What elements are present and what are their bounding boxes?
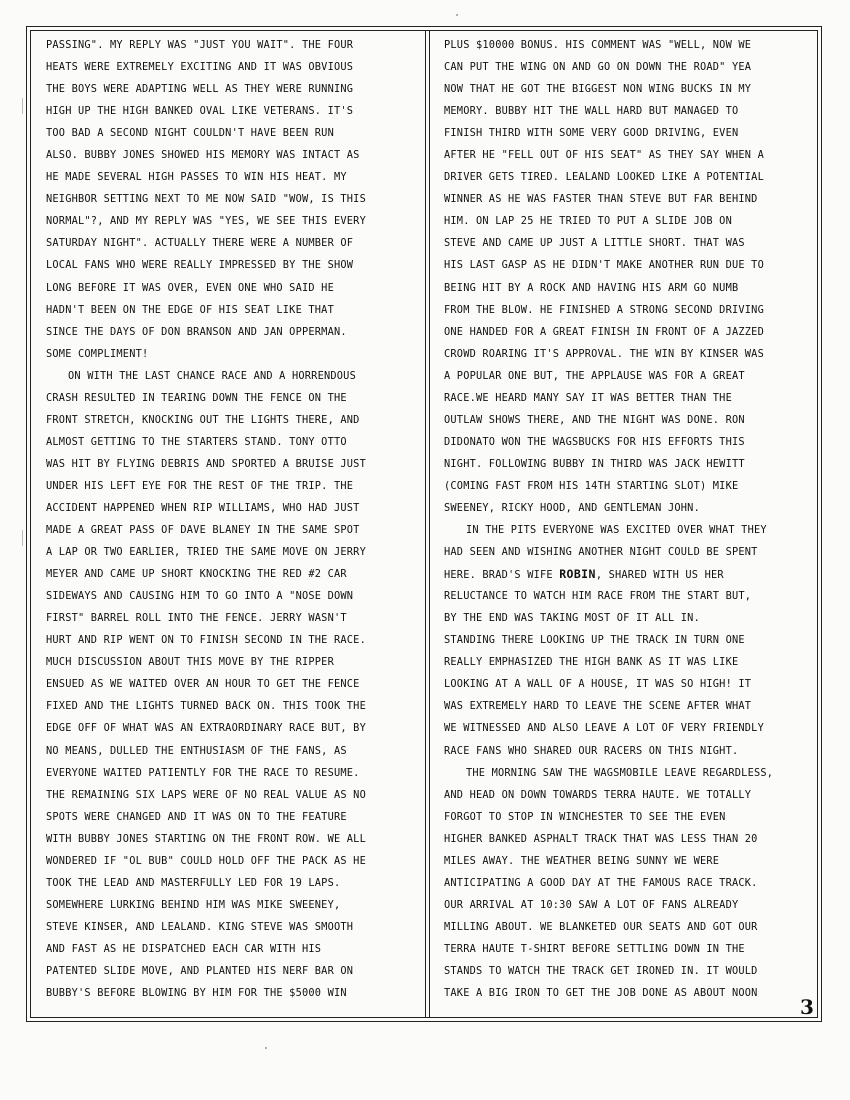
text-line: HE MADE SEVERAL HIGH PASSES TO WIN HIS HEAT. MY: [46, 171, 347, 184]
text-line: FIXED AND THE LIGHTS TURNED BACK ON. THIS TOOK THE: [46, 700, 366, 713]
text-line: NO MEANS, DULLED THE ENTHUSIASM OF THE FANS, AS: [46, 744, 347, 757]
text-line: STANDING THERE LOOKING UP THE TRACK IN TURN ONE: [444, 634, 745, 647]
text-line: ACCIDENT HAPPENED WHEN RIP WILLIAMS, WHO HAD JUST: [46, 501, 360, 514]
text-line: ANTICIPATING A GOOD DAY AT THE FAMOUS RACE TRACK.: [444, 876, 758, 889]
text-line: HIGH UP THE HIGH BANKED OVAL LIKE VETERANS. IT'S: [46, 105, 354, 118]
text-line: HIS LAST GASP AS HE DIDN'T MAKE ANOTHER RUN DUE TO: [444, 259, 764, 272]
text-line: MUCH DISCUSSION ABOUT THIS MOVE BY THE RIPPER: [46, 656, 334, 669]
text-line: ALSO. BUBBY JONES SHOWED HIS MEMORY WAS INTACT AS: [46, 149, 360, 162]
text-line: ALMOST GETTING TO THE STARTERS STAND. TONY OTTO: [46, 435, 347, 448]
text-line: LONG BEFORE IT WAS OVER, EVEN ONE WHO SAID HE: [46, 281, 334, 294]
text-line: HURT AND RIP WENT ON TO FINISH SECOND IN THE RACE.: [46, 634, 366, 647]
text-line: HEATS WERE EXTREMELY EXCITING AND IT WAS OBVIOUS: [46, 61, 354, 74]
text-line: ENSUED AS WE WAITED OVER AN HOUR TO GET THE FENCE: [46, 678, 360, 691]
text-line: ONE HANDED FOR A GREAT FINISH IN FRONT OF A JAZZED: [444, 325, 764, 338]
text-line: NOW THAT HE GOT THE BIGGEST NON WING BUCKS IN MY: [444, 83, 752, 96]
text-line: DRIVER GETS TIRED. LEALAND LOOKED LIKE A POTENTIAL: [444, 171, 764, 184]
text-line: NORMAL"?, AND MY REPLY WAS "YES, WE SEE THIS EVERY: [46, 215, 366, 228]
text-line: TAKE A BIG IRON TO GET THE JOB DONE AS ABOUT NOON: [444, 987, 758, 1000]
text-line: STANDS TO WATCH THE TRACK GET IRONED IN. IT WOULD: [444, 964, 758, 977]
text-line: FROM THE BLOW. HE FINISHED A STRONG SECOND DRIVING: [444, 303, 764, 316]
text-line: LOOKING AT A WALL OF A HOUSE, IT WAS SO HIGH! IT: [444, 678, 752, 691]
text-line: WAS HIT BY FLYING DEBRIS AND SPORTED A BRUISE JUST: [46, 457, 366, 470]
text-line: CRASH RESULTED IN TEARING DOWN THE FENCE ON THE: [46, 391, 347, 404]
text-line: FRONT STRETCH, KNOCKING OUT THE LIGHTS THERE, AND: [46, 413, 360, 426]
text-line: NEIGHBOR SETTING NEXT TO ME NOW SAID "WOW, IS THIS: [46, 193, 366, 206]
text-line: BEING HIT BY A ROCK AND HAVING HIS ARM GO NUMB: [444, 281, 739, 294]
text-line: AND HEAD ON DOWN TOWARDS TERRA HAUTE. WE TOTALLY: [444, 788, 752, 801]
text-line: WE WITNESSED AND ALSO LEAVE A LOT OF VERY FRIENDLY: [444, 722, 764, 735]
text-line: TOO BAD A SECOND NIGHT COULDN'T HAVE BEEN RUN: [46, 127, 334, 140]
text-line: AND FAST AS HE DISPATCHED EACH CAR WITH HIS: [46, 942, 322, 955]
text-line: A POPULAR ONE BUT, THE APPLAUSE WAS FOR A GREAT: [444, 369, 745, 382]
scan-mark: [22, 98, 23, 114]
text-line: MEYER AND CAME UP SHORT KNOCKING THE RED #2 CAR: [46, 568, 347, 581]
text-line: THE REMAINING SIX LAPS WERE OF NO REAL VALUE AS NO: [46, 788, 366, 801]
text-fragment: , SHARED WITH US HER: [595, 569, 724, 582]
text-line: SWEENEY, RICKY HOOD, AND GENTLEMAN JOHN.: [444, 501, 700, 514]
text-line: REALLY EMPHASIZED THE HIGH BANK AS IT WAS LIKE: [444, 656, 739, 669]
text-line: MEMORY. BUBBY HIT THE WALL HARD BUT MANAGED TO: [444, 105, 739, 118]
text-line: SPOTS WERE CHANGED AND IT WAS ON TO THE FEATURE: [46, 810, 347, 823]
text-line: NIGHT. FOLLOWING BUBBY IN THIRD WAS JACK HEWITT: [444, 457, 745, 470]
text-line: IN THE PITS EVERYONE WAS EXCITED OVER WHAT THEY: [466, 524, 767, 537]
text-line: EVERYONE WAITED PATIENTLY FOR THE RACE TO RESUME.: [46, 766, 360, 779]
text-line: PASSING". MY REPLY WAS "JUST YOU WAIT". THE FOUR: [46, 39, 354, 51]
right-column: [444, 34, 796, 1006]
text-line: CAN PUT THE WING ON AND GO ON DOWN THE ROAD" YEA: [444, 61, 752, 74]
text-line: DIDONATO WON THE WAGSBUCKS FOR HIS EFFORTS THIS: [444, 435, 745, 448]
text-fragment: HERE. BRAD'S WIFE: [444, 569, 560, 582]
text-line: STEVE AND CAME UP JUST A LITTLE SHORT. THAT WAS: [444, 237, 745, 250]
text-line: OUR ARRIVAL AT 10:30 SAW A LOT OF FANS ALREADY: [444, 898, 739, 911]
text-line: WINNER AS HE WAS FASTER THAN STEVE BUT FAR BEHIND: [444, 193, 758, 206]
text-line: MILES AWAY. THE WEATHER BEING SUNNY WE WERE: [444, 854, 720, 867]
text-line: FORGOT TO STOP IN WINCHESTER TO SEE THE EVEN: [444, 810, 726, 823]
left-column: [46, 34, 412, 1006]
text-line: PATENTED SLIDE MOVE, AND PLANTED HIS NERF BAR ON: [46, 964, 354, 977]
text-line: MILLING ABOUT. WE BLANKETED OUR SEATS AND GOT OUR: [444, 920, 758, 933]
text-line: CROWD ROARING IT'S APPROVAL. THE WIN BY KINSER WAS: [444, 347, 764, 360]
text-line: TOOK THE LEAD AND MASTERFULLY LED FOR 19 LAPS.: [46, 876, 341, 889]
text-line: SIDEWAYS AND CAUSING HIM TO GO INTO A "NOSE DOWN: [46, 590, 354, 603]
text-line: PLUS $10000 BONUS. HIS COMMENT WAS "WELL, NOW WE: [444, 39, 752, 51]
scan-speck: [265, 1047, 267, 1049]
column-divider-left: [425, 30, 426, 1018]
highlighted-name: ROBIN: [559, 567, 596, 582]
text-line: HAD SEEN AND WISHING ANOTHER NIGHT COULD BE SPENT: [444, 546, 758, 559]
text-line: TERRA HAUTE T-SHIRT BEFORE SETTLING DOWN IN THE: [444, 942, 745, 955]
text-line: LOCAL FANS WHO WERE REALLY IMPRESSED BY THE SHOW: [46, 259, 354, 272]
text-line: MADE A GREAT PASS OF DAVE BLANEY IN THE SAME SPOT: [46, 524, 360, 537]
text-line: RELUCTANCE TO WATCH HIM RACE FROM THE START BUT,: [444, 590, 752, 603]
scan-speck: [456, 14, 458, 16]
text-line: STEVE KINSER, AND LEALAND. KING STEVE WAS SMOOTH: [46, 920, 354, 933]
column-divider-right: [429, 30, 430, 1018]
text-line: (COMING FAST FROM HIS 14TH STARTING SLOT) MIKE: [444, 479, 739, 492]
scan-mark: [22, 530, 23, 546]
text-line: ON WITH THE LAST CHANCE RACE AND A HORRENDOUS: [68, 369, 356, 382]
text-line: BUBBY'S BEFORE BLOWING BY HIM FOR THE $5000 WIN: [46, 987, 347, 1000]
text-line: A LAP OR TWO EARLIER, TRIED THE SAME MOVE ON JERRY: [46, 546, 366, 559]
text-line: THE MORNING SAW THE WAGSMOBILE LEAVE REGARDLESS,: [466, 766, 774, 779]
text-line: SOMEWHERE LURKING BEHIND HIM WAS MIKE SWEENEY,: [46, 898, 341, 911]
text-line: EDGE OFF OF WHAT WAS AN EXTRAORDINARY RACE BUT, BY: [46, 722, 366, 735]
text-line: [444, 563, 796, 585]
text-line: WONDERED IF "OL BUB" COULD HOLD OFF THE PACK AS HE: [46, 854, 366, 867]
text-line: WITH BUBBY JONES STARTING ON THE FRONT ROW. WE ALL: [46, 832, 366, 845]
text-line: SATURDAY NIGHT". ACTUALLY THERE WERE A NUMBER OF: [46, 237, 354, 250]
text-line: RACE.WE HEARD MANY SAY IT WAS BETTER THAN THE: [444, 391, 732, 404]
text-line: UNDER HIS LEFT EYE FOR THE REST OF THE TRIP. THE: [46, 479, 354, 492]
page-number: 3: [800, 995, 814, 1019]
text-line: HIM. ON LAP 25 HE TRIED TO PUT A SLIDE JOB ON: [444, 215, 732, 228]
text-line: THE BOYS WERE ADAPTING WELL AS THEY WERE RUNNING: [46, 83, 354, 96]
text-line: AFTER HE "FELL OUT OF HIS SEAT" AS THEY SAY WHEN A: [444, 149, 764, 162]
text-line: SOME COMPLIMENT!: [46, 347, 149, 360]
text-line: HADN'T BEEN ON THE EDGE OF HIS SEAT LIKE THAT: [46, 303, 334, 316]
text-line: OUTLAW SHOWS THERE, AND THE NIGHT WAS DONE. RON: [444, 413, 745, 426]
text-line: RACE FANS WHO SHARED OUR RACERS ON THIS NIGHT.: [444, 744, 739, 757]
text-line: HIGHER BANKED ASPHALT TRACK THAT WAS LESS THAN 20: [444, 832, 758, 845]
text-line: FIRST" BARREL ROLL INTO THE FENCE. JERRY WASN'T: [46, 612, 347, 625]
text-line: BY THE END WAS TAKING MOST OF IT ALL IN.: [444, 612, 700, 625]
text-line: WAS EXTREMELY HARD TO LEAVE THE SCENE AFTER WHAT: [444, 700, 752, 713]
text-line: SINCE THE DAYS OF DON BRANSON AND JAN OPPERMAN.: [46, 325, 347, 338]
text-line: FINISH THIRD WITH SOME VERY GOOD DRIVING, EVEN: [444, 127, 739, 140]
